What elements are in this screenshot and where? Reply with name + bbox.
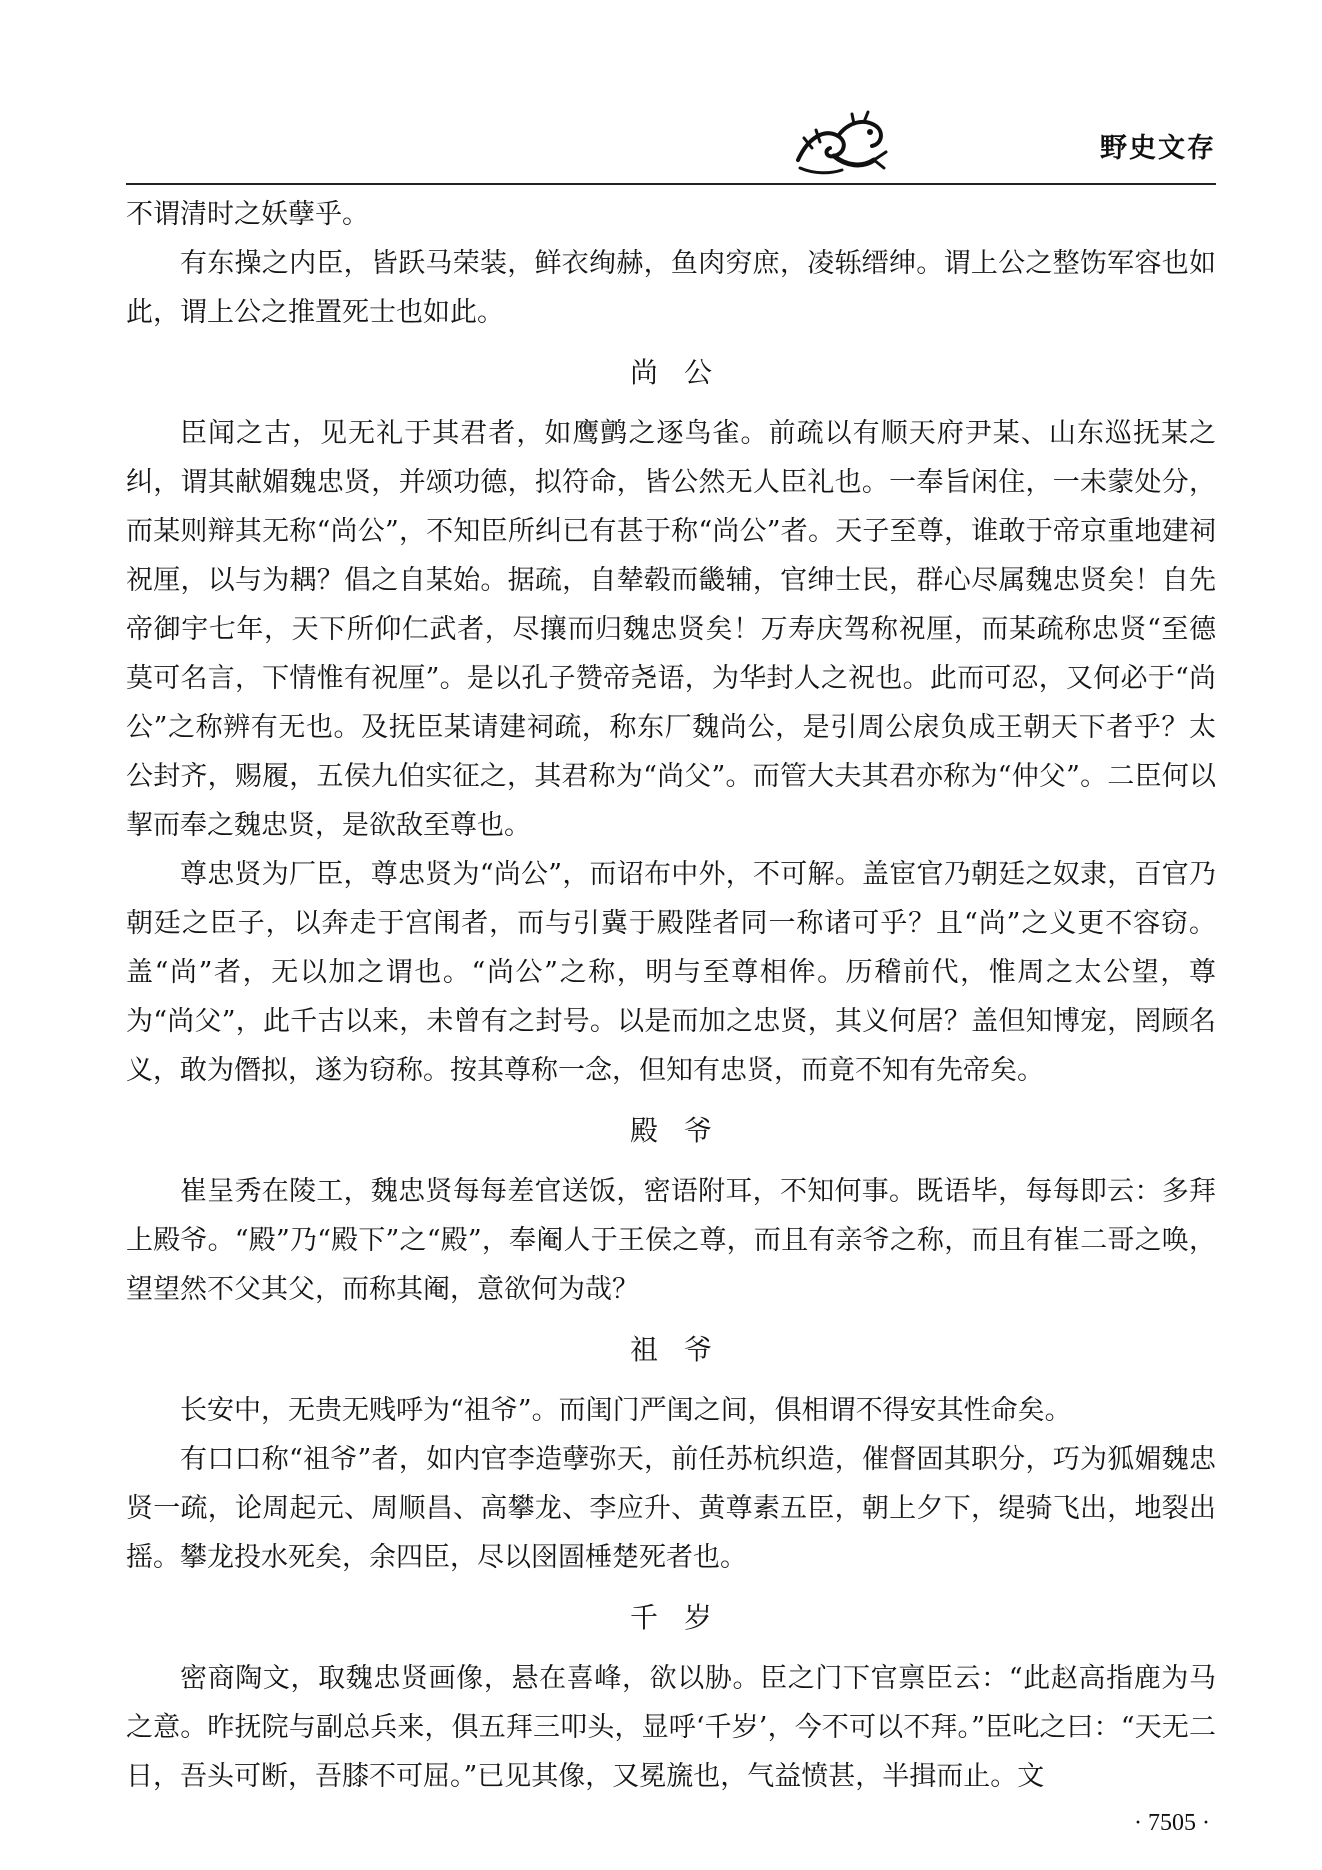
- paragraph: 长安中，无贵无贱呼为“祖爷”。而闺门严闺之间，俱相谓不得安其性命矣。: [180, 1395, 1072, 1426]
- page-number: · 7505 ·: [1134, 1810, 1210, 1836]
- paragraph: 不谓清时之妖孽乎。: [126, 199, 369, 230]
- header-rule: [126, 183, 1216, 185]
- paragraph: 密商陶文，取魏忠贤画像，悬在喜峰，欲以胁。臣之门下官禀臣云：“此赵高指鹿为马之意。昨抚院与副总兵来，俱五拜三叩头，显呼‘千岁’，今不可以不拜。”臣叱之曰：“天无二日，吾头可断，吾膝不可屈。”已见其像，又冕旒也，气益愤甚，半揖而止。文: [126, 1663, 1216, 1792]
- dragon-emblem-icon: [790, 108, 890, 180]
- paragraph: 有口口称“祖爷”者，如内官李造孽弥天，前任苏杭织造，催督固其职分，巧为狐媚魏忠贤一疏，论周起元、周顺昌、高攀龙、李应升、黄尊素五臣，朝上夕下，缇骑飞出，地裂出摇。攀龙投水死矣，余四臣，尽以囹圄棰楚死者也。: [126, 1444, 1216, 1573]
- section-heading: 千岁: [629, 1601, 738, 1634]
- paragraph: 尊忠贤为厂臣，尊忠贤为“尚公”，而诏布中外，不可解。盖宦官乃朝廷之奴隶，百官乃朝廷之臣子，以奔走于宫闱者，而与引冀于殿陛者同一称诸可乎？且“尚”之义更不容窃。盖“尚”者，无以加之谓也。“尚公”之称，明与至尊相侔。历稽前代，惟周之太公望，尊为“尚父”，此千古以来，未曾有之封号。以是而加之忠贤，其义何居？盖但知博宠，罔顾名义，敢为僭拟，遂为窃称。按其尊称一念，但知有忠贤，而竟不知有先帝矣。: [126, 859, 1216, 1086]
- section-heading: 尚公: [629, 356, 738, 389]
- paragraph: 臣闻之古，见无礼于其君者，如鹰鹯之逐鸟雀。前疏以有顺天府尹某、山东巡抚某之纠，谓其献媚魏忠贤，并颂功德，拟符命，皆公然无人臣礼也。一奉旨闲住，一未蒙处分，而某则辩其无称“尚公”，不知臣所纠已有甚于称“尚公”者。天子至尊，谁敢于帝京重地建祠祝厘，以与为耦？倡之自某始。据疏，自辇毂而畿辅，官绅士民，群心尽属魏忠贤矣！自先帝御宇七年，天下所仰仁武者，尽攘而归魏忠贤矣！万寿庆驾称祝厘，而某疏称忠贤“至德莫可名言，下情惟有祝厘”。是以孔子赞帝尧语，为华封人之祝也。此而可忍，又何必于“尚公”之称辨有无也。及抚臣某请建祠疏，称东厂魏尚公，是引周公扆负成王朝天下者乎？太公封齐，赐履，五侯九伯实征之，其君称为“尚父”。而管大夫其君亦称为“仲父”。二臣何以挈而奉之魏忠贤，是欲敌至尊也。: [126, 418, 1216, 841]
- section-heading: 殿爷: [629, 1114, 738, 1147]
- paragraph: 有东操之内臣，皆跃马荣装，鲜衣绚赫，鱼肉穷庶，凌轹缙绅。谓上公之整饬军容也如此，谓上公之推置死士也如此。: [126, 248, 1216, 328]
- section-heading: 祖爷: [629, 1333, 738, 1366]
- page-body: [126, 190, 1216, 1801]
- page-header: [0, 100, 1322, 190]
- paragraph: 崔呈秀在陵工，魏忠贤每每差官送饭，密语附耳，不知何事。既语毕，每每即云：多拜上殿爷。“殿”乃“殿下”之“殿”，奉阉人于王侯之尊，而且有亲爷之称，而且有崔二哥之唤，望望然不父其父，而称其阉，意欲何为哉？: [126, 1176, 1216, 1305]
- series-title: 野史文存: [1100, 133, 1216, 164]
